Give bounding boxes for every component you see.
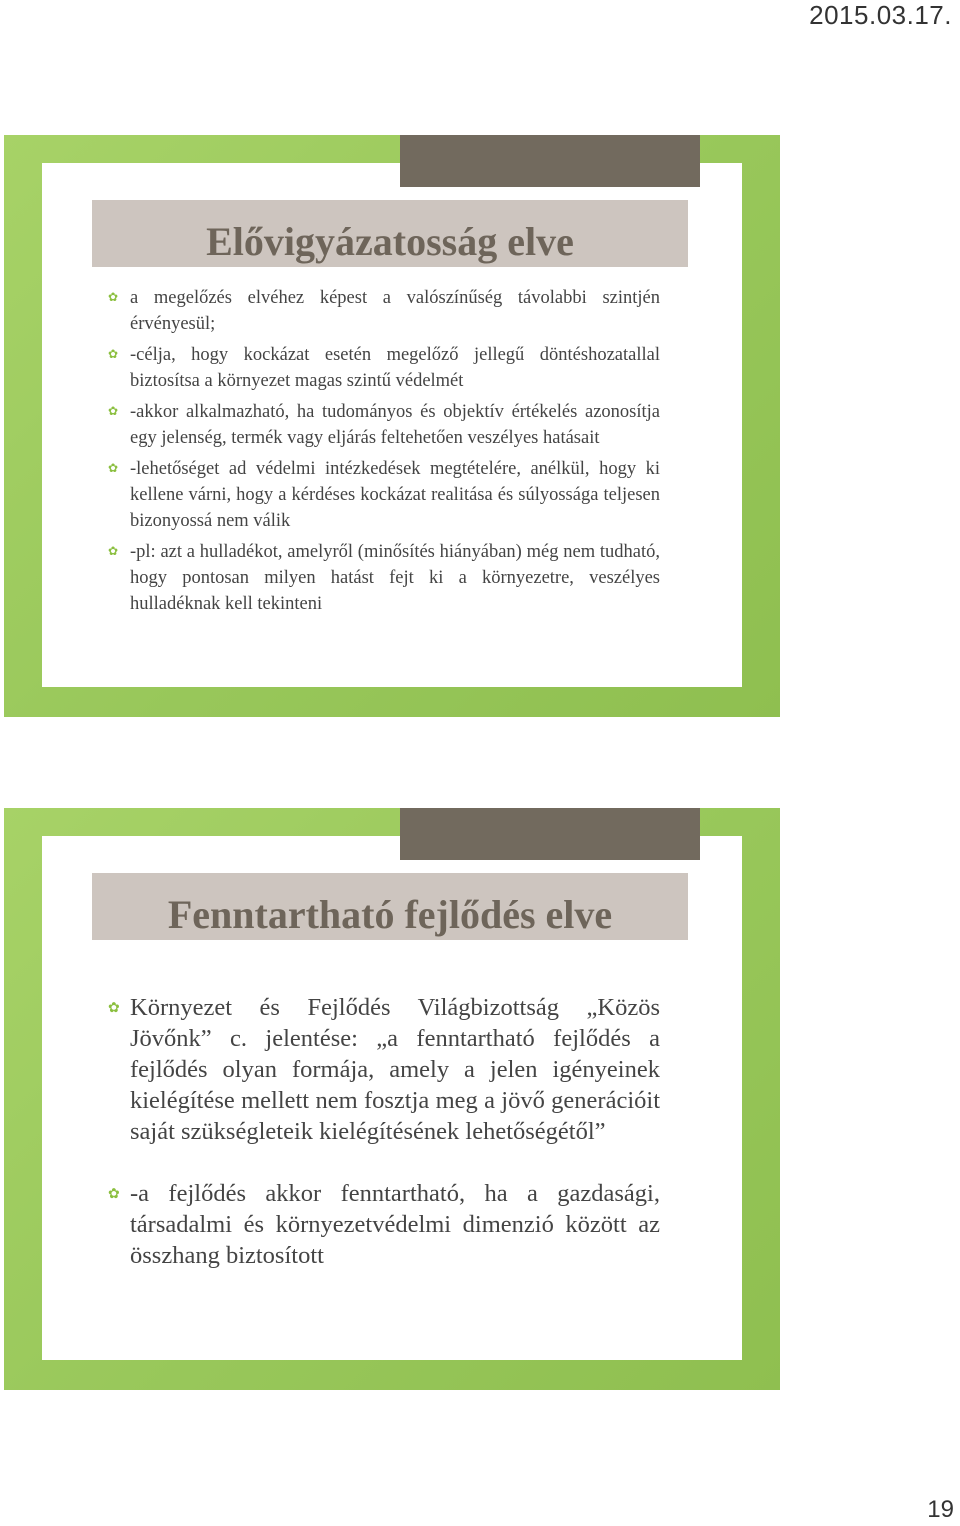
slide-title: Fenntartható fejlődés elve xyxy=(167,892,613,937)
bullet-item xyxy=(108,992,660,1147)
slide-title-band xyxy=(92,200,688,267)
bullet-text: -célja, hogy kockázat esetén megelőző jellegű döntéshozatallal biztosítsa a környezet magas szintű védelmét xyxy=(130,345,660,391)
bullet-item xyxy=(108,1178,660,1271)
bullet-text: -a fejlődés akkor fenntartható, ha a gazdasági, társadalmi és környezetvédelmi dimenzió között az összhang biztosított xyxy=(130,1180,660,1269)
bullet-list xyxy=(108,992,660,1302)
slide-sustainable-development xyxy=(4,808,780,1390)
bullet-icon: ✿ xyxy=(108,1186,120,1202)
slide-tab xyxy=(400,808,700,860)
slide-precaution xyxy=(4,135,780,717)
slide-title-band xyxy=(92,873,688,940)
slide-tab xyxy=(400,135,700,187)
bullet-item xyxy=(108,285,660,337)
bullet-icon: ✿ xyxy=(108,461,119,475)
bullet-text: -lehetőséget ad védelmi intézkedések megtételére, anélkül, hogy ki kellene várni, hogy a kérdéses kockázat realitása és súlyossága teljesen bizonyossá nem válik xyxy=(130,459,660,531)
bullet-icon: ✿ xyxy=(108,290,119,304)
bullet-item xyxy=(108,399,660,451)
bullet-text: Környezet és Fejlődés Világbizottság „Közös Jövőnk” c. jelentése: „a fenntartható fejlődés a fejlődés olyan formája, amely a jelen igényeinek kielégítése mellett nem fosztja meg a jövő generációit saját szükségleteik kielégítésének lehetőségétől” xyxy=(130,994,660,1145)
bullet-item xyxy=(108,539,660,617)
bullet-text: -akkor alkalmazható, ha tudományos és objektív értékelés azonosítja egy jelenség, termék vagy eljárás feltehetően veszélyes hatásait xyxy=(130,402,660,448)
bullet-item xyxy=(108,342,660,394)
bullet-icon: ✿ xyxy=(108,1000,120,1016)
bullet-icon: ✿ xyxy=(108,347,119,361)
slide-title: Elővigyázatosság elve xyxy=(206,219,574,264)
page-date: 2015.03.17. xyxy=(809,0,952,30)
bullet-icon: ✿ xyxy=(108,544,119,558)
bullet-list xyxy=(108,285,660,622)
bullet-icon: ✿ xyxy=(108,404,119,418)
bullet-text: a megelőzés elvéhez képest a valószínűség távolabbi szintjén érvényesül; xyxy=(130,288,660,334)
bullet-text: -pl: azt a hulladékot, amelyről (minősítés hiányában) még nem tudható, hogy pontosan milyen hatást fejt ki a környezetre, veszélyes hulladéknak kell tekinteni xyxy=(130,542,660,614)
page-number: 19 xyxy=(927,1496,954,1523)
bullet-item xyxy=(108,456,660,534)
